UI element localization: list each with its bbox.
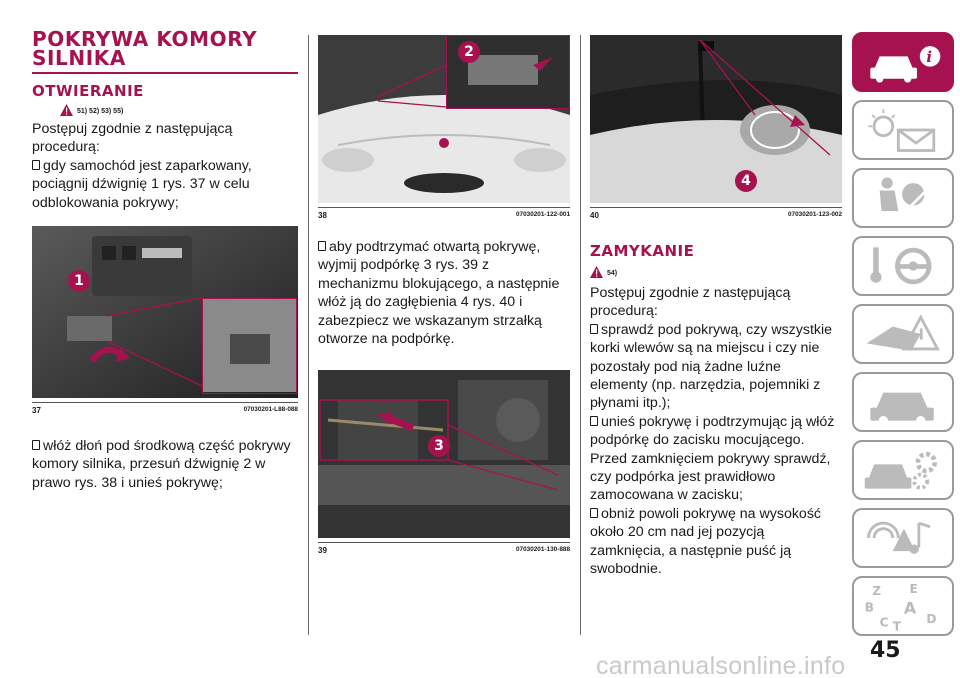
column-2	[318, 35, 570, 555]
callout-2: 2	[458, 41, 480, 63]
index-letter: B	[864, 600, 874, 615]
tab-technical-data[interactable]	[852, 440, 954, 500]
figure-37-inset	[202, 298, 297, 394]
callout-1: 1	[68, 270, 90, 292]
column-3	[590, 35, 842, 579]
svg-text:i: i	[926, 48, 933, 66]
figure-38-code: 07030201-122-001	[515, 211, 570, 218]
bullet-box-icon	[590, 324, 598, 334]
figure-39-code: 07030201-130-888	[515, 546, 570, 554]
figure-40-code: 07030201-123-002	[787, 211, 842, 218]
emergency-car-icon	[854, 306, 952, 362]
closing-step-1: sprawdź pod pokrywą, czy wszystkie korki wlewów są na miejscu i czy nie pozostały pod nią żadne luźne elementy (np. narzędzia, pojemniki z płynami itp.);	[590, 321, 833, 412]
bullet-box-icon	[32, 440, 40, 450]
bullet-box-icon	[318, 241, 326, 251]
callout-3: 3	[428, 435, 450, 457]
opening-step-1: gdy samochód jest zaparkowany, pociągnij dźwignię 1 rys. 37 w celu odblokowania pokrywy;	[32, 157, 252, 211]
car-maintenance-icon	[854, 374, 952, 430]
opening-intro: Postępuj zgodnie z następującą procedurą:	[32, 121, 233, 156]
figure-38-number: 38	[318, 211, 327, 220]
index-letter: A	[903, 598, 917, 618]
section-title-line2: SILNIKA	[32, 46, 126, 70]
warning-refs-closing: 54)	[590, 266, 842, 278]
chapter-tabs	[852, 32, 954, 644]
figure-37	[32, 226, 298, 398]
tab-emergency[interactable]	[852, 304, 954, 364]
index-letter: C	[879, 615, 889, 630]
tab-car-info[interactable]	[852, 32, 954, 92]
warning-refs-opening: 51) 52) 53) 55)	[60, 104, 302, 116]
figure-39	[318, 370, 570, 538]
figure-39-number: 39	[318, 546, 327, 556]
figure-40	[590, 35, 842, 203]
opening-step-3: aby podtrzymać otwartą pokrywę, wyjmij podpórkę 3 rys. 39 z mechanizmu blokującego, a następnie włóż ją do zagłębienia 4 rys. 40 i zabezpiecz we wskazanym strzałką otworze na podpórkę.	[318, 239, 560, 348]
figure-38	[318, 35, 570, 203]
bullet-box-icon	[32, 160, 40, 170]
closing-intro: Postępuj zgodnie z następującą procedurą:	[590, 285, 791, 320]
tab-maintenance[interactable]	[852, 372, 954, 432]
figure-37-caption	[32, 402, 298, 415]
bullet-box-icon	[590, 416, 598, 426]
page-number: 45	[870, 638, 901, 663]
warning-triangle-icon	[60, 104, 73, 116]
figure-38-caption	[318, 207, 570, 220]
dashboard-lights-icon	[854, 102, 952, 158]
column-1	[32, 27, 302, 492]
figure-40-caption	[590, 207, 842, 220]
heading-closing: ZAMYKANIE	[590, 242, 695, 260]
tab-safety[interactable]	[852, 168, 954, 228]
closing-step-3: obniż powoli pokrywę na wysokość około 20 cm nad jej pozycją zamknięcia, a następnie puść ją swobodnie.	[590, 505, 822, 578]
index-letter: D	[926, 611, 937, 626]
figure-40-image	[590, 35, 842, 203]
car-info-icon	[854, 34, 952, 90]
title-rule	[32, 72, 298, 74]
key-steering-wheel-icon	[854, 238, 952, 294]
bullet-box-icon	[590, 508, 598, 518]
index-letter: Z	[872, 583, 881, 598]
closing-step-2: unieś pokrywę i podtrzymując ją włóż podpórkę do zacisku mocującego. Przed zamknięciem pokrywy sprawdź, czy podpórka jest prawidłowo zamocowana w zacisku;	[590, 413, 835, 504]
figure-39-caption	[318, 542, 570, 555]
tab-dashboard-lights[interactable]	[852, 100, 954, 160]
warning-triangle-icon	[590, 266, 603, 278]
figure-40-number: 40	[590, 211, 599, 220]
tab-multimedia[interactable]	[852, 508, 954, 568]
opening-step-2: włóż dłoń pod środkową część pokrywy komory silnika, przesuń dźwignię 2 w prawo rys. 38 i unieś pokrywę;	[32, 438, 291, 491]
technical-data-gears-icon	[854, 442, 952, 498]
callout-4: 4	[735, 170, 757, 192]
heading-opening: OTWIERANIE	[32, 82, 144, 100]
section-title	[32, 27, 302, 70]
watermark: carmanualsonline.info	[596, 652, 846, 678]
column-divider-2	[580, 35, 581, 635]
column-divider-1	[308, 35, 309, 635]
tab-starting-driving[interactable]	[852, 236, 954, 296]
alphabetical-index-icon	[854, 578, 952, 634]
figure-37-number: 37	[32, 406, 41, 416]
index-letter: E	[909, 581, 918, 596]
tab-index[interactable]	[852, 576, 954, 636]
multimedia-icon	[854, 510, 952, 566]
safety-seat-airbag-icon	[854, 170, 952, 226]
index-letter: T	[892, 619, 902, 634]
section-title-line1: POKRYWA KOMORY	[32, 27, 258, 51]
figure-37-code: 07030201-L88-088	[243, 406, 298, 414]
